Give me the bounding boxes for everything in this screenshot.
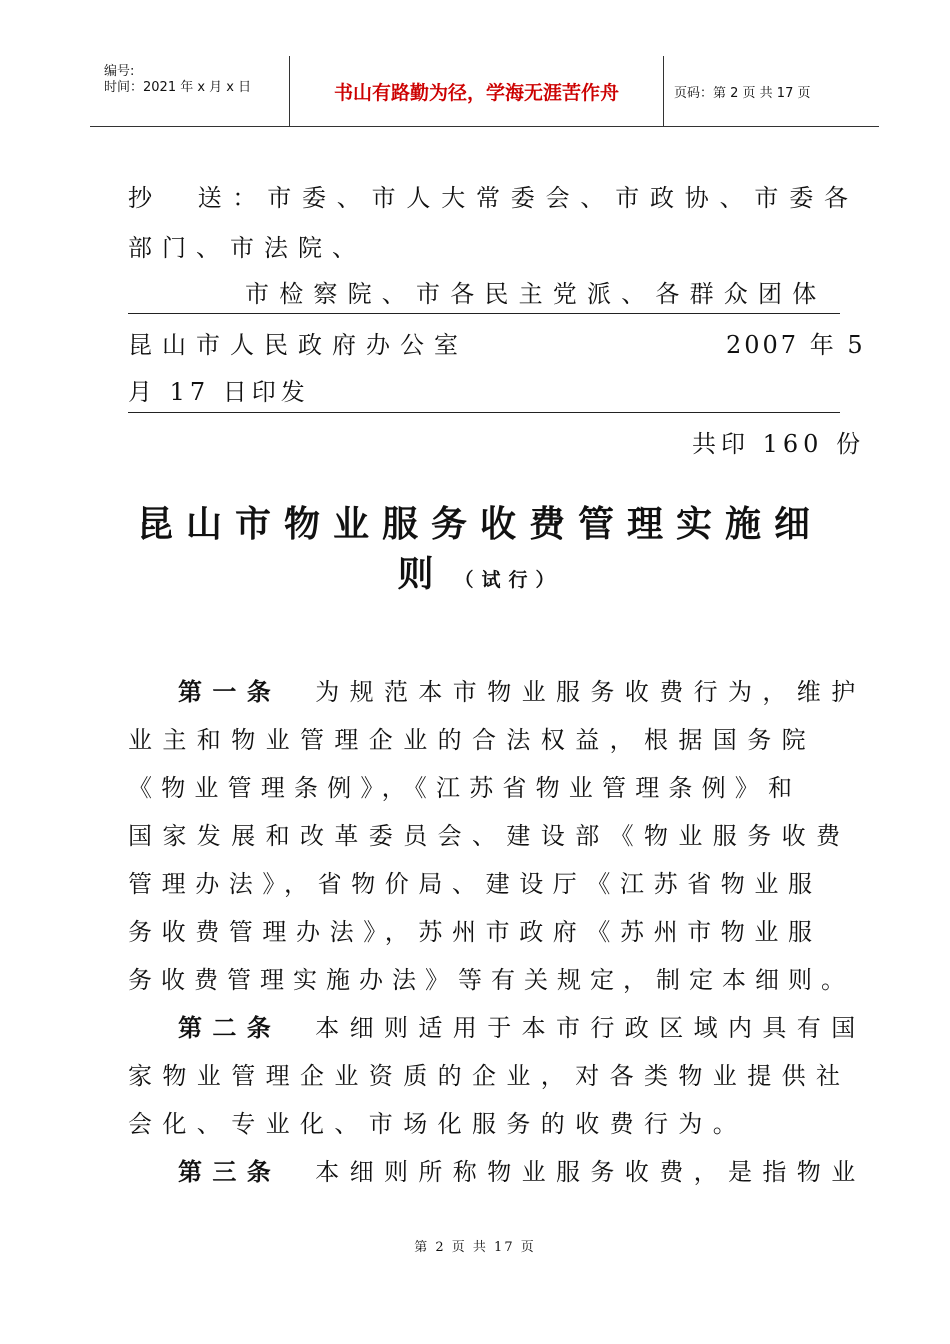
article-3-first-line: [178, 1152, 866, 1187]
header-page-info: 页码：第 2 页 共 17 页: [674, 85, 811, 101]
article-line: 务收费管理实施办法》等有关规定，制定本细则。: [128, 966, 854, 994]
document-title-line-1: 昆山市物业服务收费管理实施细: [136, 504, 823, 545]
divider-top: [128, 313, 840, 314]
document-subtitle: （试行）: [454, 569, 563, 591]
article-label: 第一条: [178, 678, 282, 706]
code-label: 编号:: [104, 64, 135, 79]
article-1-first-line: [178, 672, 866, 707]
document-header: [90, 56, 879, 127]
article-line: 管理办法》，省物价局、建设厅《江苏省物业服: [128, 870, 822, 898]
copies-count: 共印 160 份: [692, 430, 866, 458]
article-text: 本细则适用于本市行政区域内具有国: [315, 1014, 866, 1042]
article-line: 业主和物业管理企业的合法权益，根据国务院: [128, 726, 816, 754]
article-label: 第三条: [178, 1158, 282, 1186]
issue-date-part2: 月 17 日印发: [128, 378, 310, 406]
distribution-line-3: 市检察院、市各民主党派、各群众团体: [245, 280, 827, 308]
header-motto: 书山有路勤为径，学海无涯苦作舟: [290, 56, 664, 126]
article-line: 家物业管理企业资质的企业，对各类物业提供社: [128, 1062, 851, 1090]
document-title-char: 则: [397, 554, 447, 595]
article-line: 会化、专业化、市场化服务的收费行为。: [128, 1110, 748, 1138]
article-label: 第二条: [178, 1014, 282, 1042]
article-line: 务收费管理办法》，苏州市政府《苏州市物业服: [128, 918, 822, 946]
page-footer: 第 2 页 共 17 页: [414, 1240, 536, 1255]
issuer-office: 昆山市人民政府办公室: [128, 331, 468, 359]
article-text: 为规范本市物业服务收费行为，维护: [315, 678, 866, 706]
article-line: 《物业管理条例》，《江苏省物业管理条例》和: [128, 774, 802, 802]
issue-date-part1: 2007 年 5: [726, 331, 866, 359]
distribution-line-1: 抄 送：市委、市人大常委会、市政协、市委各: [128, 184, 859, 212]
document-title-line-2: [120, 546, 840, 597]
divider-bottom: [128, 412, 840, 413]
article-line: 国家发展和改革委员会、建设部《物业服务收费: [128, 822, 851, 850]
article-text: 本细则所称物业服务收费，是指物业: [315, 1158, 866, 1186]
distribution-line-2: 部门、市法院、: [128, 234, 366, 262]
header-meta: [90, 56, 290, 126]
article-2-first-line: [178, 1008, 866, 1043]
time-label: 时间：2021 年 x 月 x 日: [104, 80, 252, 95]
